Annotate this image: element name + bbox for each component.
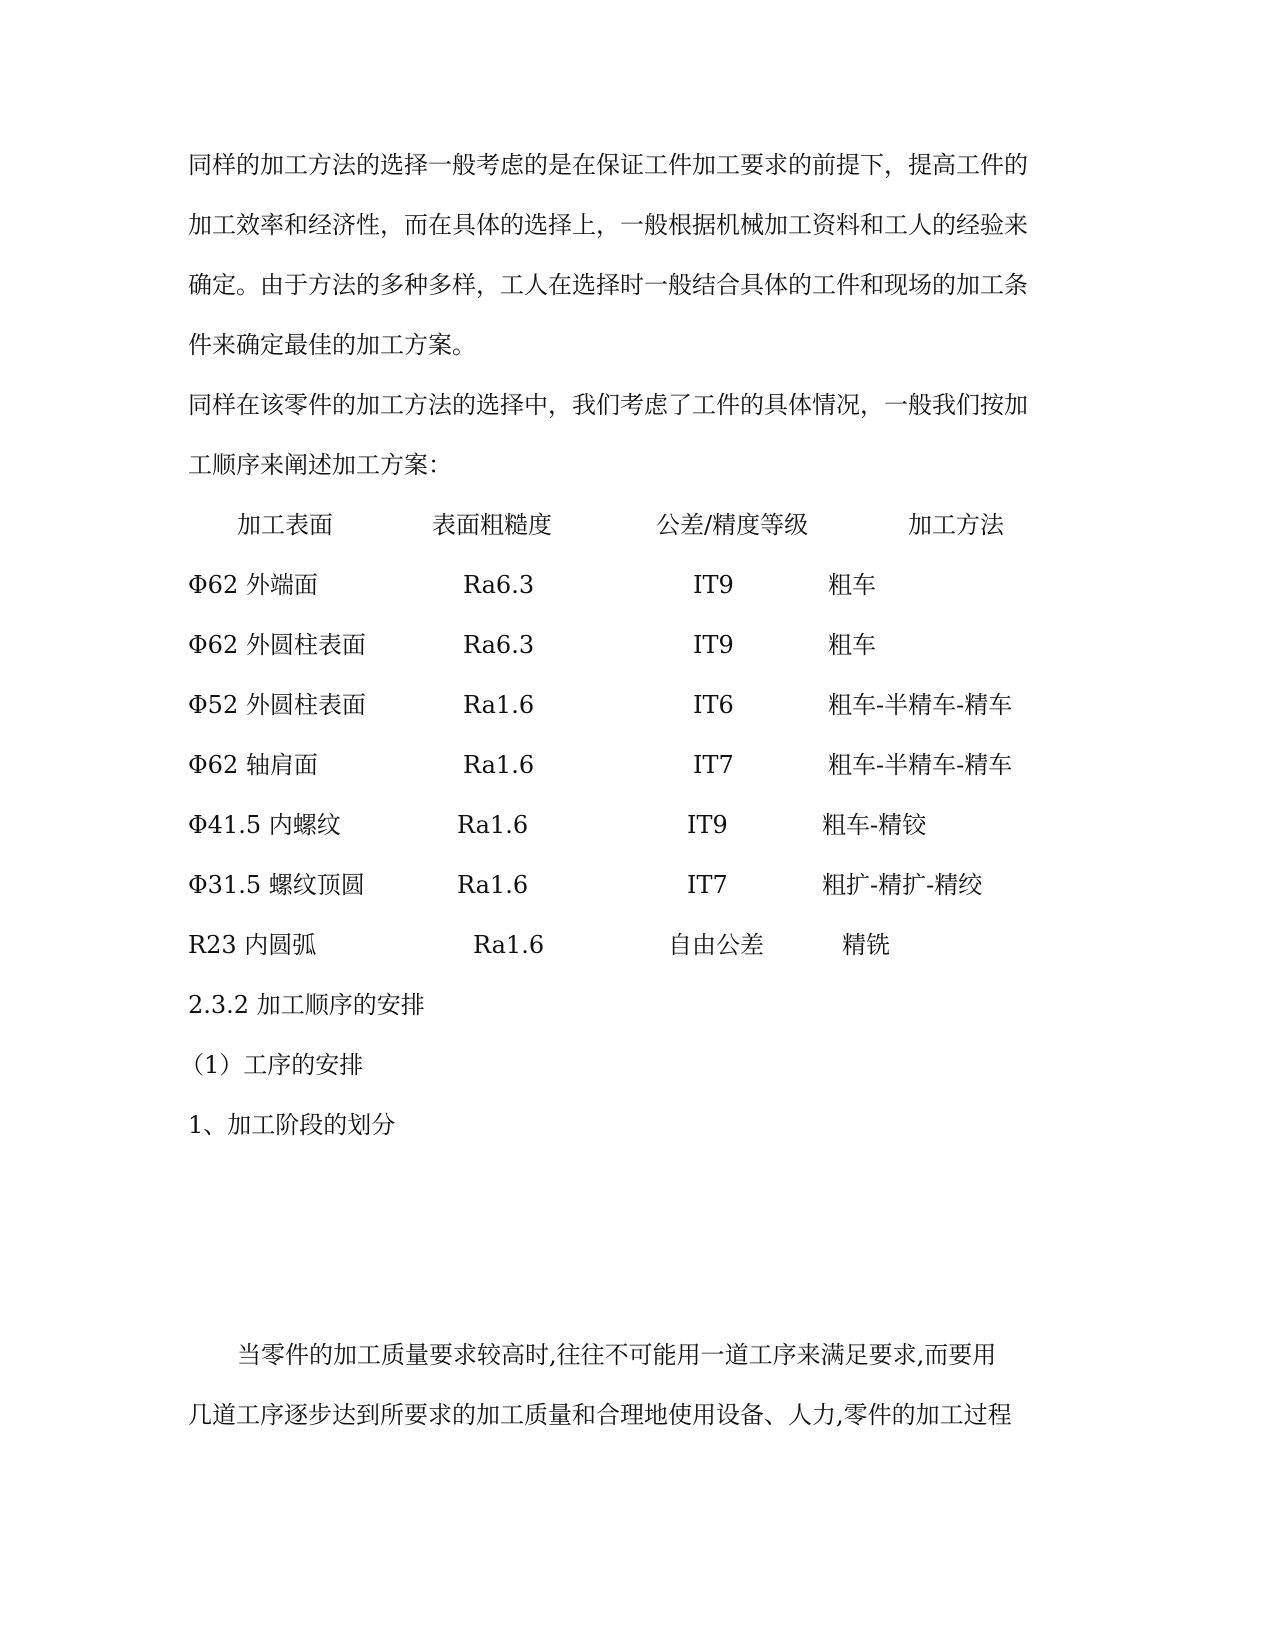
paragraph-line: 几道工序逐步达到所要求的加工质量和合理地使用设备、人力,零件的加工过程 <box>188 1401 1012 1429</box>
table-cell-method: 粗车 <box>828 631 876 659</box>
table-header-cell: 公差/精度等级 <box>656 511 809 539</box>
table-cell-tolerance: 自由公差 <box>668 931 764 959</box>
table-cell-method: 粗车-半精车-精车 <box>828 751 1013 779</box>
table-cell-surface: R23 内圆弧 <box>188 931 317 959</box>
table-cell-surface: Φ62 外端面 <box>188 571 318 599</box>
table-header-cell: 表面粗糙度 <box>432 511 552 539</box>
paragraph-line: 件来确定最佳的加工方案。 <box>188 331 476 359</box>
table-cell-tolerance: IT6 <box>693 691 734 719</box>
paragraph-line: 加工效率和经济性，而在具体的选择上，一般根据机械加工资料和工人的经验来 <box>188 211 1028 239</box>
table-cell-surface: Φ62 外圆柱表面 <box>188 631 366 659</box>
table-cell-tolerance: IT9 <box>693 631 734 659</box>
table-cell-roughness: Ra1.6 <box>463 691 535 719</box>
table-cell-roughness: Ra1.6 <box>457 871 529 899</box>
table-cell-tolerance: IT9 <box>693 571 734 599</box>
table-cell-roughness: Ra1.6 <box>473 931 545 959</box>
table-cell-method: 粗车-半精车-精车 <box>828 691 1013 719</box>
item-heading: 1、加工阶段的划分 <box>188 1111 396 1139</box>
table-cell-surface: Φ31.5 螺纹顶圆 <box>188 871 365 899</box>
table-cell-method: 精铣 <box>842 931 890 959</box>
paragraph-line: 确定。由于方法的多种多样，工人在选择时一般结合具体的工件和现场的加工条 <box>188 271 1028 299</box>
table-cell-roughness: Ra1.6 <box>457 811 529 839</box>
section-heading: 2.3.2 加工顺序的安排 <box>188 991 425 1019</box>
table-cell-surface: Φ62 轴肩面 <box>188 751 318 779</box>
table-cell-roughness: Ra1.6 <box>463 751 535 779</box>
table-cell-method: 粗车-精铰 <box>822 811 927 839</box>
table-header-cell: 加工方法 <box>908 511 1004 539</box>
table-cell-method: 粗车 <box>828 571 876 599</box>
table-cell-surface: Φ52 外圆柱表面 <box>188 691 366 719</box>
table-header-cell: 加工表面 <box>237 511 333 539</box>
table-cell-surface: Φ41.5 内螺纹 <box>188 811 341 839</box>
table-cell-tolerance: IT9 <box>687 811 728 839</box>
paragraph-line: 当零件的加工质量要求较高时,往往不可能用一道工序来满足要求,而要用 <box>237 1341 997 1369</box>
table-cell-roughness: Ra6.3 <box>463 631 535 659</box>
table-cell-tolerance: IT7 <box>687 871 728 899</box>
subsection-heading: （1）工序的安排 <box>180 1051 364 1079</box>
paragraph-line: 同样在该零件的加工方法的选择中，我们考虑了工件的具体情况，一般我们按加 <box>188 391 1028 419</box>
table-cell-roughness: Ra6.3 <box>463 571 535 599</box>
paragraph-line: 工顺序来阐述加工方案： <box>188 451 452 479</box>
table-cell-method: 粗扩-精扩-精绞 <box>822 871 983 899</box>
paragraph-line: 同样的加工方法的选择一般考虑的是在保证工件加工要求的前提下，提高工件的 <box>188 151 1028 179</box>
table-cell-tolerance: IT7 <box>693 751 734 779</box>
